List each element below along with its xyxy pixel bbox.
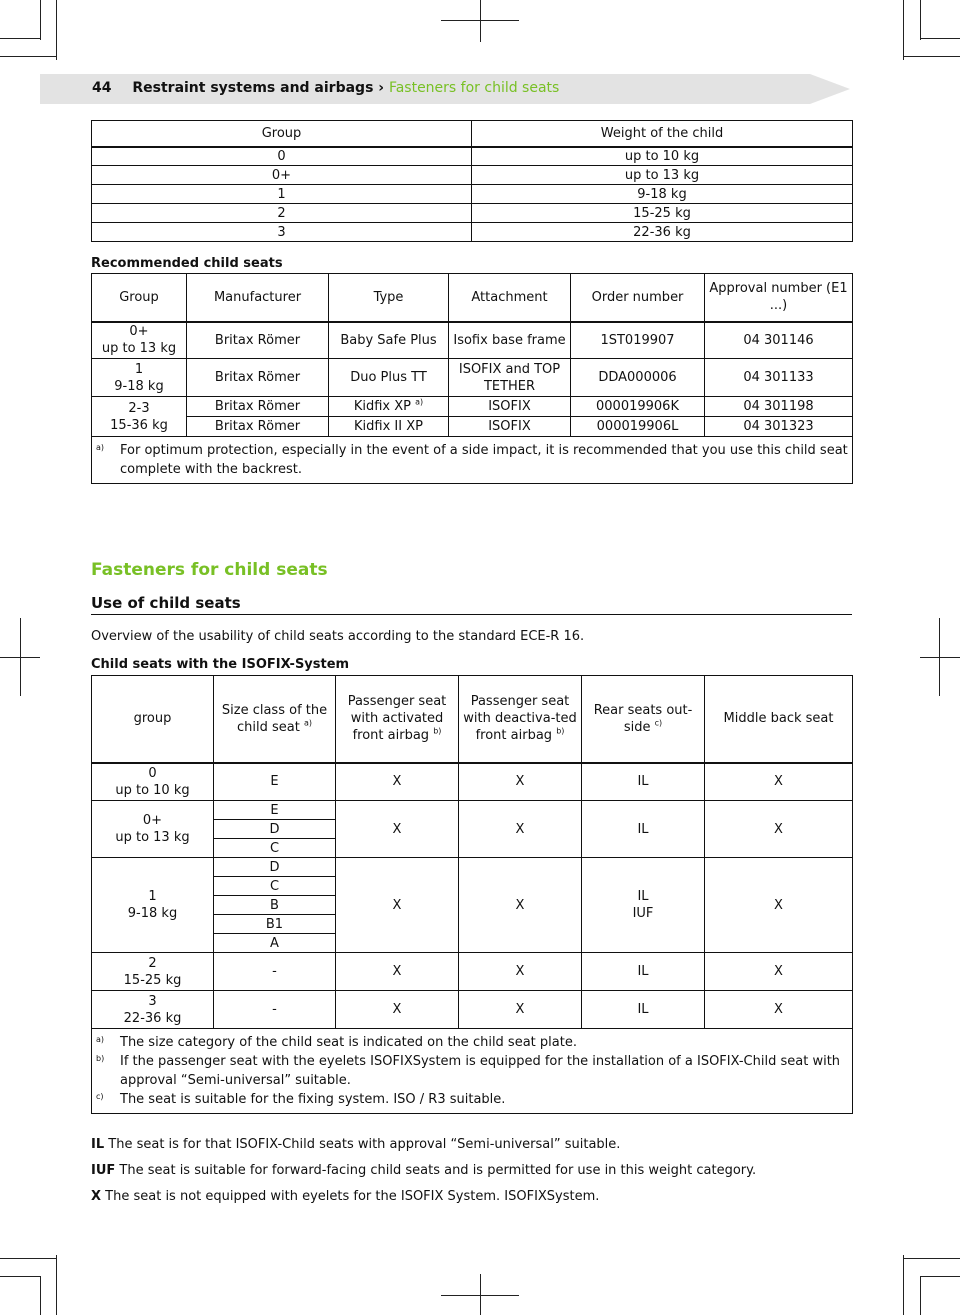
cell-group: 3 (92, 223, 472, 242)
footnote-ref: b) (556, 726, 565, 736)
footnote (96, 1033, 848, 1052)
footnote-mark: c) (96, 1092, 104, 1101)
cell-deactivated-airbag: X (459, 953, 582, 991)
column-header: Manufacturer (187, 274, 329, 322)
cell-approval-number: 04 301146 (705, 322, 853, 359)
isofix-label: Child seats with the ISOFIX-System (91, 657, 350, 672)
group-number: 0+ (142, 813, 163, 828)
column-header: Order number (571, 274, 705, 322)
cell-activated-airbag: X (336, 763, 459, 801)
cell-group (92, 858, 214, 953)
table-footnote-row (92, 1029, 853, 1114)
legend-item-x (91, 1189, 599, 1204)
footnote-text: If the passenger seat with the eyelets ISOFIXSystem is equipped for the installation of a ISOFIX-Child seat with approval “Semi-universal” suitable. (120, 1054, 841, 1088)
footnote-ref: a) (303, 718, 312, 728)
cell-weight: up to 13 kg (472, 166, 853, 185)
breadcrumb-section[interactable]: Fasteners for child seats (388, 80, 560, 96)
overview-paragraph: Overview of the usability of child seats according to the standard ECE-R 16. (91, 629, 585, 644)
cell-activated-airbag: X (336, 858, 459, 953)
breadcrumb-separator: › (378, 80, 385, 96)
crop-mark (0, 38, 40, 39)
table-row (92, 322, 853, 359)
cell-type: Duo Plus TT (329, 359, 449, 397)
crop-mark (56, 0, 57, 60)
cell-activated-airbag: X (336, 953, 459, 991)
footnote-text: The seat is suitable for the fixing system. ISO / R3 suitable. (120, 1092, 506, 1107)
crop-mark (920, 1276, 921, 1315)
cell-attachment: ISOFIX and TOP TETHER (449, 359, 571, 397)
header-text: Rear seats out-side (593, 702, 693, 735)
cell-attachment: ISOFIX (449, 417, 571, 437)
crop-mark (920, 657, 960, 658)
footnote-ref: c) (654, 718, 663, 728)
header-text: group (133, 711, 172, 727)
cell-rear-outside: IL (582, 801, 705, 858)
footnote (96, 1052, 848, 1090)
table-row (92, 147, 853, 166)
cell-activated-airbag: X (336, 991, 459, 1029)
cell-group (92, 991, 214, 1029)
group-number: 0+ (129, 324, 149, 340)
recommended-table (91, 273, 853, 484)
crop-mark (480, 0, 481, 42)
column-header (336, 676, 459, 763)
cell-order-number: 000019906L (571, 417, 705, 437)
type-text: Kidfix XP (353, 399, 411, 414)
breadcrumb-chapter: Restraint systems and airbags (132, 80, 374, 96)
cell-size-class: A (214, 934, 336, 953)
cell-manufacturer: Britax Römer (187, 359, 329, 397)
table-row (92, 166, 853, 185)
cell-size-class: D (214, 858, 336, 877)
cell-group: 2 (92, 204, 472, 223)
cell-middle-back: X (705, 953, 853, 991)
cell-weight: 9-18 kg (472, 185, 853, 204)
isofix-table (91, 675, 853, 1114)
cell-manufacturer: Britax Römer (187, 322, 329, 359)
table-row (92, 185, 853, 204)
group-number: 1 (148, 889, 157, 904)
table-row (92, 204, 853, 223)
column-header (459, 676, 582, 763)
crop-mark (903, 0, 904, 60)
footnote-ref: a) (415, 397, 424, 407)
weight-table (91, 120, 853, 242)
crop-mark (920, 1276, 960, 1277)
table-row (92, 223, 853, 242)
crop-mark (20, 618, 21, 696)
column-header (582, 676, 705, 763)
cell-group: 1 (92, 185, 472, 204)
cell-weight: 22-36 kg (472, 223, 853, 242)
cell-weight: 15-25 kg (472, 204, 853, 223)
footnote-mark: a) (96, 1035, 105, 1044)
rear-code: IL (637, 889, 649, 904)
cell-attachment: ISOFIX (449, 397, 571, 417)
cell-approval-number: 04 301198 (705, 397, 853, 417)
table-row (92, 953, 853, 991)
cell-manufacturer: Britax Römer (187, 397, 329, 417)
cell-group (92, 322, 187, 359)
legend-text: The seat is for that ISOFIX-Child seats with approval “Semi-universal” suitable. (108, 1137, 621, 1152)
cell-group (92, 397, 187, 437)
cell-middle-back: X (705, 763, 853, 801)
footnote-text: For optimum protection, especially in the event of a side impact, it is recommended that you use this child seat complete with the backrest. (120, 443, 848, 477)
column-header: Approval number (E1 ...) (705, 274, 853, 322)
footnote-mark: b) (96, 1054, 105, 1063)
crop-mark (903, 1255, 904, 1315)
cell-manufacturer: Britax Römer (187, 417, 329, 437)
cell-group (92, 953, 214, 991)
cell-activated-airbag: X (336, 801, 459, 858)
crop-mark (920, 0, 921, 40)
cell-middle-back: X (705, 991, 853, 1029)
crop-mark (40, 1276, 41, 1315)
column-header (214, 676, 336, 763)
legend-term: X (91, 1189, 102, 1204)
group-weight: up to 13 kg (115, 830, 190, 845)
page-number: 44 (92, 80, 112, 96)
cell-rear-outside: IL (582, 763, 705, 801)
legend-item-iuf (91, 1163, 756, 1178)
header-text: Passenger seat with activated front airbag (347, 694, 447, 744)
cell-size-class: D (214, 820, 336, 839)
legend-term: IL (91, 1137, 105, 1152)
column-header: Group (92, 121, 472, 147)
table-row (92, 359, 853, 397)
footnote-text: The size category of the child seat is indicated on the child seat plate. (120, 1035, 577, 1050)
column-header (705, 676, 853, 763)
cell-rear-outside: IL (582, 953, 705, 991)
cell-weight: up to 10 kg (472, 147, 853, 166)
table-row (92, 801, 853, 820)
group-number: 2-3 (128, 400, 150, 416)
cell-order-number: 1ST019907 (571, 322, 705, 359)
cell-size-class: E (214, 801, 336, 820)
crop-mark (0, 1258, 56, 1259)
rear-code: IUF (632, 906, 654, 921)
header-text: Passenger seat with deactiva-ted front airbag (463, 694, 577, 744)
crop-mark (0, 1276, 40, 1277)
crop-mark (480, 1274, 481, 1315)
crop-mark (939, 618, 940, 696)
legend-text: The seat is not equipped with eyelets for the ISOFIX System. ISOFIXSystem. (105, 1189, 600, 1204)
group-weight: 9-18 kg (127, 906, 178, 921)
group-weight: 15-25 kg (123, 972, 182, 988)
cell-size-class: B1 (214, 915, 336, 934)
cell-size-class: - (214, 953, 336, 991)
section-title: Fasteners for child seats (91, 560, 328, 580)
cell-type: Kidfix II XP (329, 417, 449, 437)
crop-mark (56, 1255, 57, 1315)
group-weight: 9-18 kg (114, 378, 164, 394)
cell-size-class: - (214, 991, 336, 1029)
crop-mark (903, 56, 960, 57)
table-row (92, 397, 853, 417)
cell-deactivated-airbag: X (459, 763, 582, 801)
cell-size-class: E (214, 763, 336, 801)
table-row (92, 858, 853, 877)
column-header: Attachment (449, 274, 571, 322)
table-footnote (92, 437, 853, 484)
footnote (96, 1090, 848, 1109)
cell-deactivated-airbag: X (459, 801, 582, 858)
crop-mark (903, 1258, 960, 1259)
cell-order-number: DDA000006 (571, 359, 705, 397)
cell-size-class: B (214, 896, 336, 915)
cell-rear-outside: IL (582, 991, 705, 1029)
cell-group: 0+ (92, 166, 472, 185)
cell-middle-back: X (705, 801, 853, 858)
legend-text: The seat is suitable for forward-facing child seats and is permitted for use in this weight category. (119, 1163, 757, 1178)
group-number: 3 (148, 993, 157, 1009)
cell-rear-outside (582, 858, 705, 953)
footnote-mark: a) (96, 443, 105, 452)
cell-type (329, 397, 449, 417)
legend-term: IUF (91, 1163, 116, 1178)
group-number: 1 (134, 361, 144, 377)
group-weight: up to 10 kg (115, 782, 190, 798)
header-text: Middle back seat (723, 711, 834, 727)
column-header: Type (329, 274, 449, 322)
cell-group (92, 763, 214, 801)
header-text: Size class of the child seat (221, 702, 328, 735)
crop-mark (0, 56, 56, 57)
cell-group (92, 359, 187, 397)
running-header (92, 80, 559, 96)
cell-size-class: C (214, 877, 336, 896)
cell-approval-number: 04 301323 (705, 417, 853, 437)
cell-deactivated-airbag: X (459, 991, 582, 1029)
table-row (92, 417, 853, 437)
group-number: 0 (148, 765, 157, 781)
crop-mark (40, 0, 41, 40)
cell-group (92, 801, 214, 858)
group-weight: 22-36 kg (123, 1010, 182, 1026)
recommended-label: Recommended child seats (91, 256, 283, 271)
cell-type: Baby Safe Plus (329, 322, 449, 359)
column-header: Group (92, 274, 187, 322)
column-header (92, 676, 214, 763)
group-weight: 15-36 kg (110, 417, 168, 433)
section-subtitle: Use of child seats (91, 594, 852, 615)
cell-order-number: 000019906K (571, 397, 705, 417)
footnote-ref: b) (433, 726, 442, 736)
cell-group: 0 (92, 147, 472, 166)
cell-approval-number: 04 301133 (705, 359, 853, 397)
table-footnotes (92, 1029, 853, 1114)
cell-middle-back: X (705, 858, 853, 953)
legend-item-il (91, 1137, 620, 1152)
header-arrow (810, 74, 850, 104)
crop-mark (920, 38, 960, 39)
cell-size-class: C (214, 839, 336, 858)
table-footnote-row (92, 437, 853, 484)
group-number: 2 (148, 955, 157, 971)
group-weight: up to 13 kg (101, 341, 177, 357)
cell-deactivated-airbag: X (459, 858, 582, 953)
table-row (92, 763, 853, 801)
table-row (92, 991, 853, 1029)
cell-attachment: Isofix base frame (449, 322, 571, 359)
column-header: Weight of the child (472, 121, 853, 147)
